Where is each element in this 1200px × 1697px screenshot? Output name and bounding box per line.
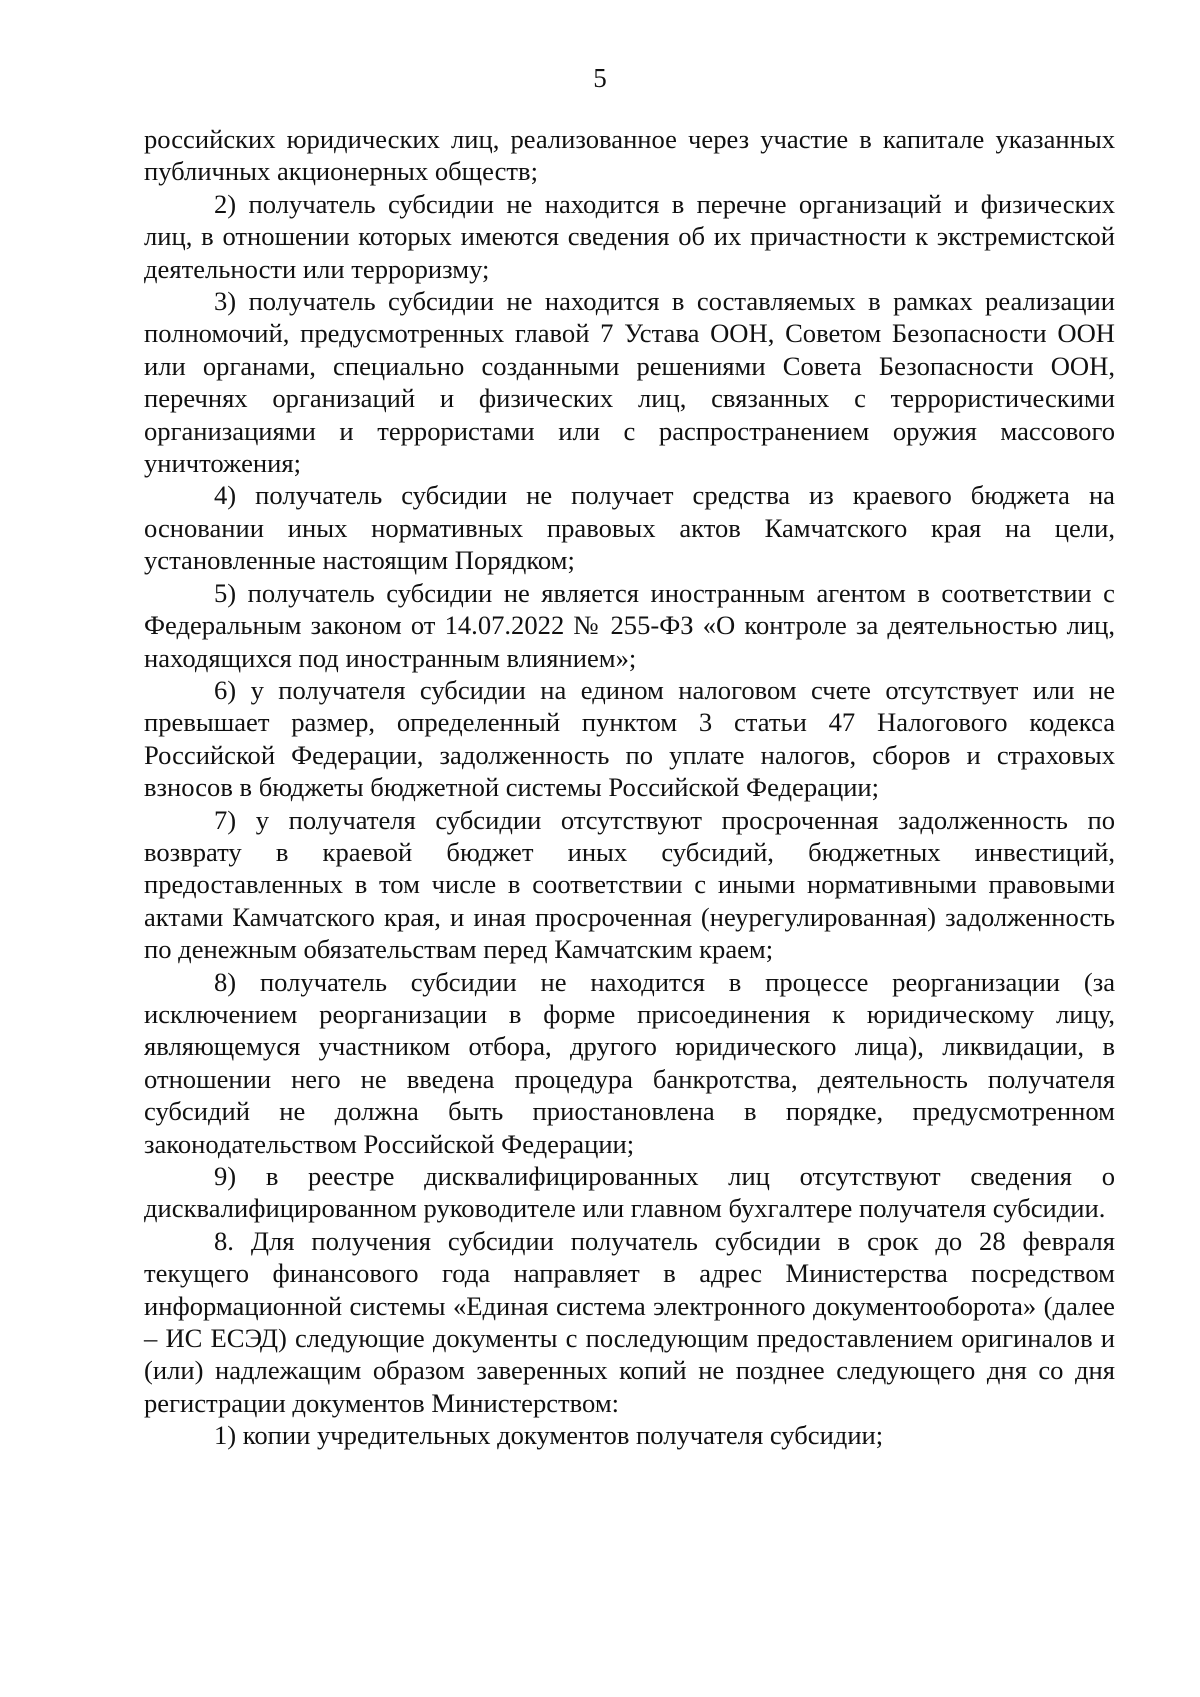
page-number: 5 [593, 63, 607, 93]
paragraph-continuation: российских юридических лиц, реализованное через участие в капитале указанных публичных акционерных обществ; [144, 124, 1115, 187]
document-body [144, 123, 1115, 1452]
paragraph-item-7: 7) у получателя субсидии отсутствуют просроченная задолженность по возврату в краевой бюджет иных субсидий, бюджетных инвестиций, предоставленных в том числе в соответствии с иными нормативными правовыми актами Камчатского края, и иная просроченная (неурегулированная) задолженность по денежным обязательствам перед Камчатским краем; [144, 804, 1115, 965]
paragraph-item-9: 9) в реестре дисквалифицированных лиц отсутствуют сведения о дисквалифицированном руководителе или главном бухгалтере получателя субсидии. [144, 1161, 1115, 1224]
paragraph-item-4: 4) получатель субсидии не получает средства из краевого бюджета на основании иных нормативных правовых актов Камчатского края на цели, установленные настоящим Порядком; [144, 480, 1115, 576]
paragraph-item-3: 3) получатель субсидии не находится в составляемых в рамках реализации полномочий, предусмотренных главой 7 Устава ООН, Советом Безопасности ООН или органами, специально созданными решениями Совета Безопасности ООН, перечнях организаций и физических лиц, связанных с террористическими организациями и террористами или с распространением оружия массового уничтожения; [144, 286, 1115, 479]
paragraph-item-6: 6) у получателя субсидии на едином налоговом счете отсутствует или не превышает размер, определенный пунктом 3 статьи 47 Налогового кодекса Российской Федерации, задолженность по уплате налогов, сборов и страховых взносов в бюджеты бюджетной системы Российской Федерации; [144, 674, 1115, 803]
paragraph-item-2: 2) получатель субсидии не находится в перечне организаций и физических лиц, в отношении которых имеются сведения об их причастности к экстремистской деятельности или терроризму; [144, 188, 1115, 284]
paragraph-section-8: 8. Для получения субсидии получатель субсидии в срок до 28 февраля текущего финансового года направляет в адрес Министерства посредством информационной системы «Единая система электронного документооборота» (далее – ИС ЕСЭД) следующие документы с последующим предоставлением оригиналов и (или) надлежащим образом заверенных копий не позднее следующего дня со дня регистрации документов Министерством: [144, 1225, 1115, 1418]
paragraph-item-8: 8) получатель субсидии не находится в процессе реорганизации (за исключением реорганизации в форме присоединения к юридическому лицу, являющемуся участником отбора, другого юридического лица), ликвидации, в отношении него не введена процедура банкротства, деятельность получателя субсидий не должна быть приостановлена в порядке, предусмотренном законодательством Российской Федерации; [144, 966, 1115, 1159]
paragraph-item-5: 5) получатель субсидии не является иностранным агентом в соответствии с Федеральным законом от 14.07.2022 № 255-ФЗ «О контроле за деятельностью лиц, находящихся под иностранным влиянием»; [144, 577, 1115, 673]
paragraph-subitem-1: 1) копии учредительных документов получателя субсидии; [214, 1420, 884, 1451]
